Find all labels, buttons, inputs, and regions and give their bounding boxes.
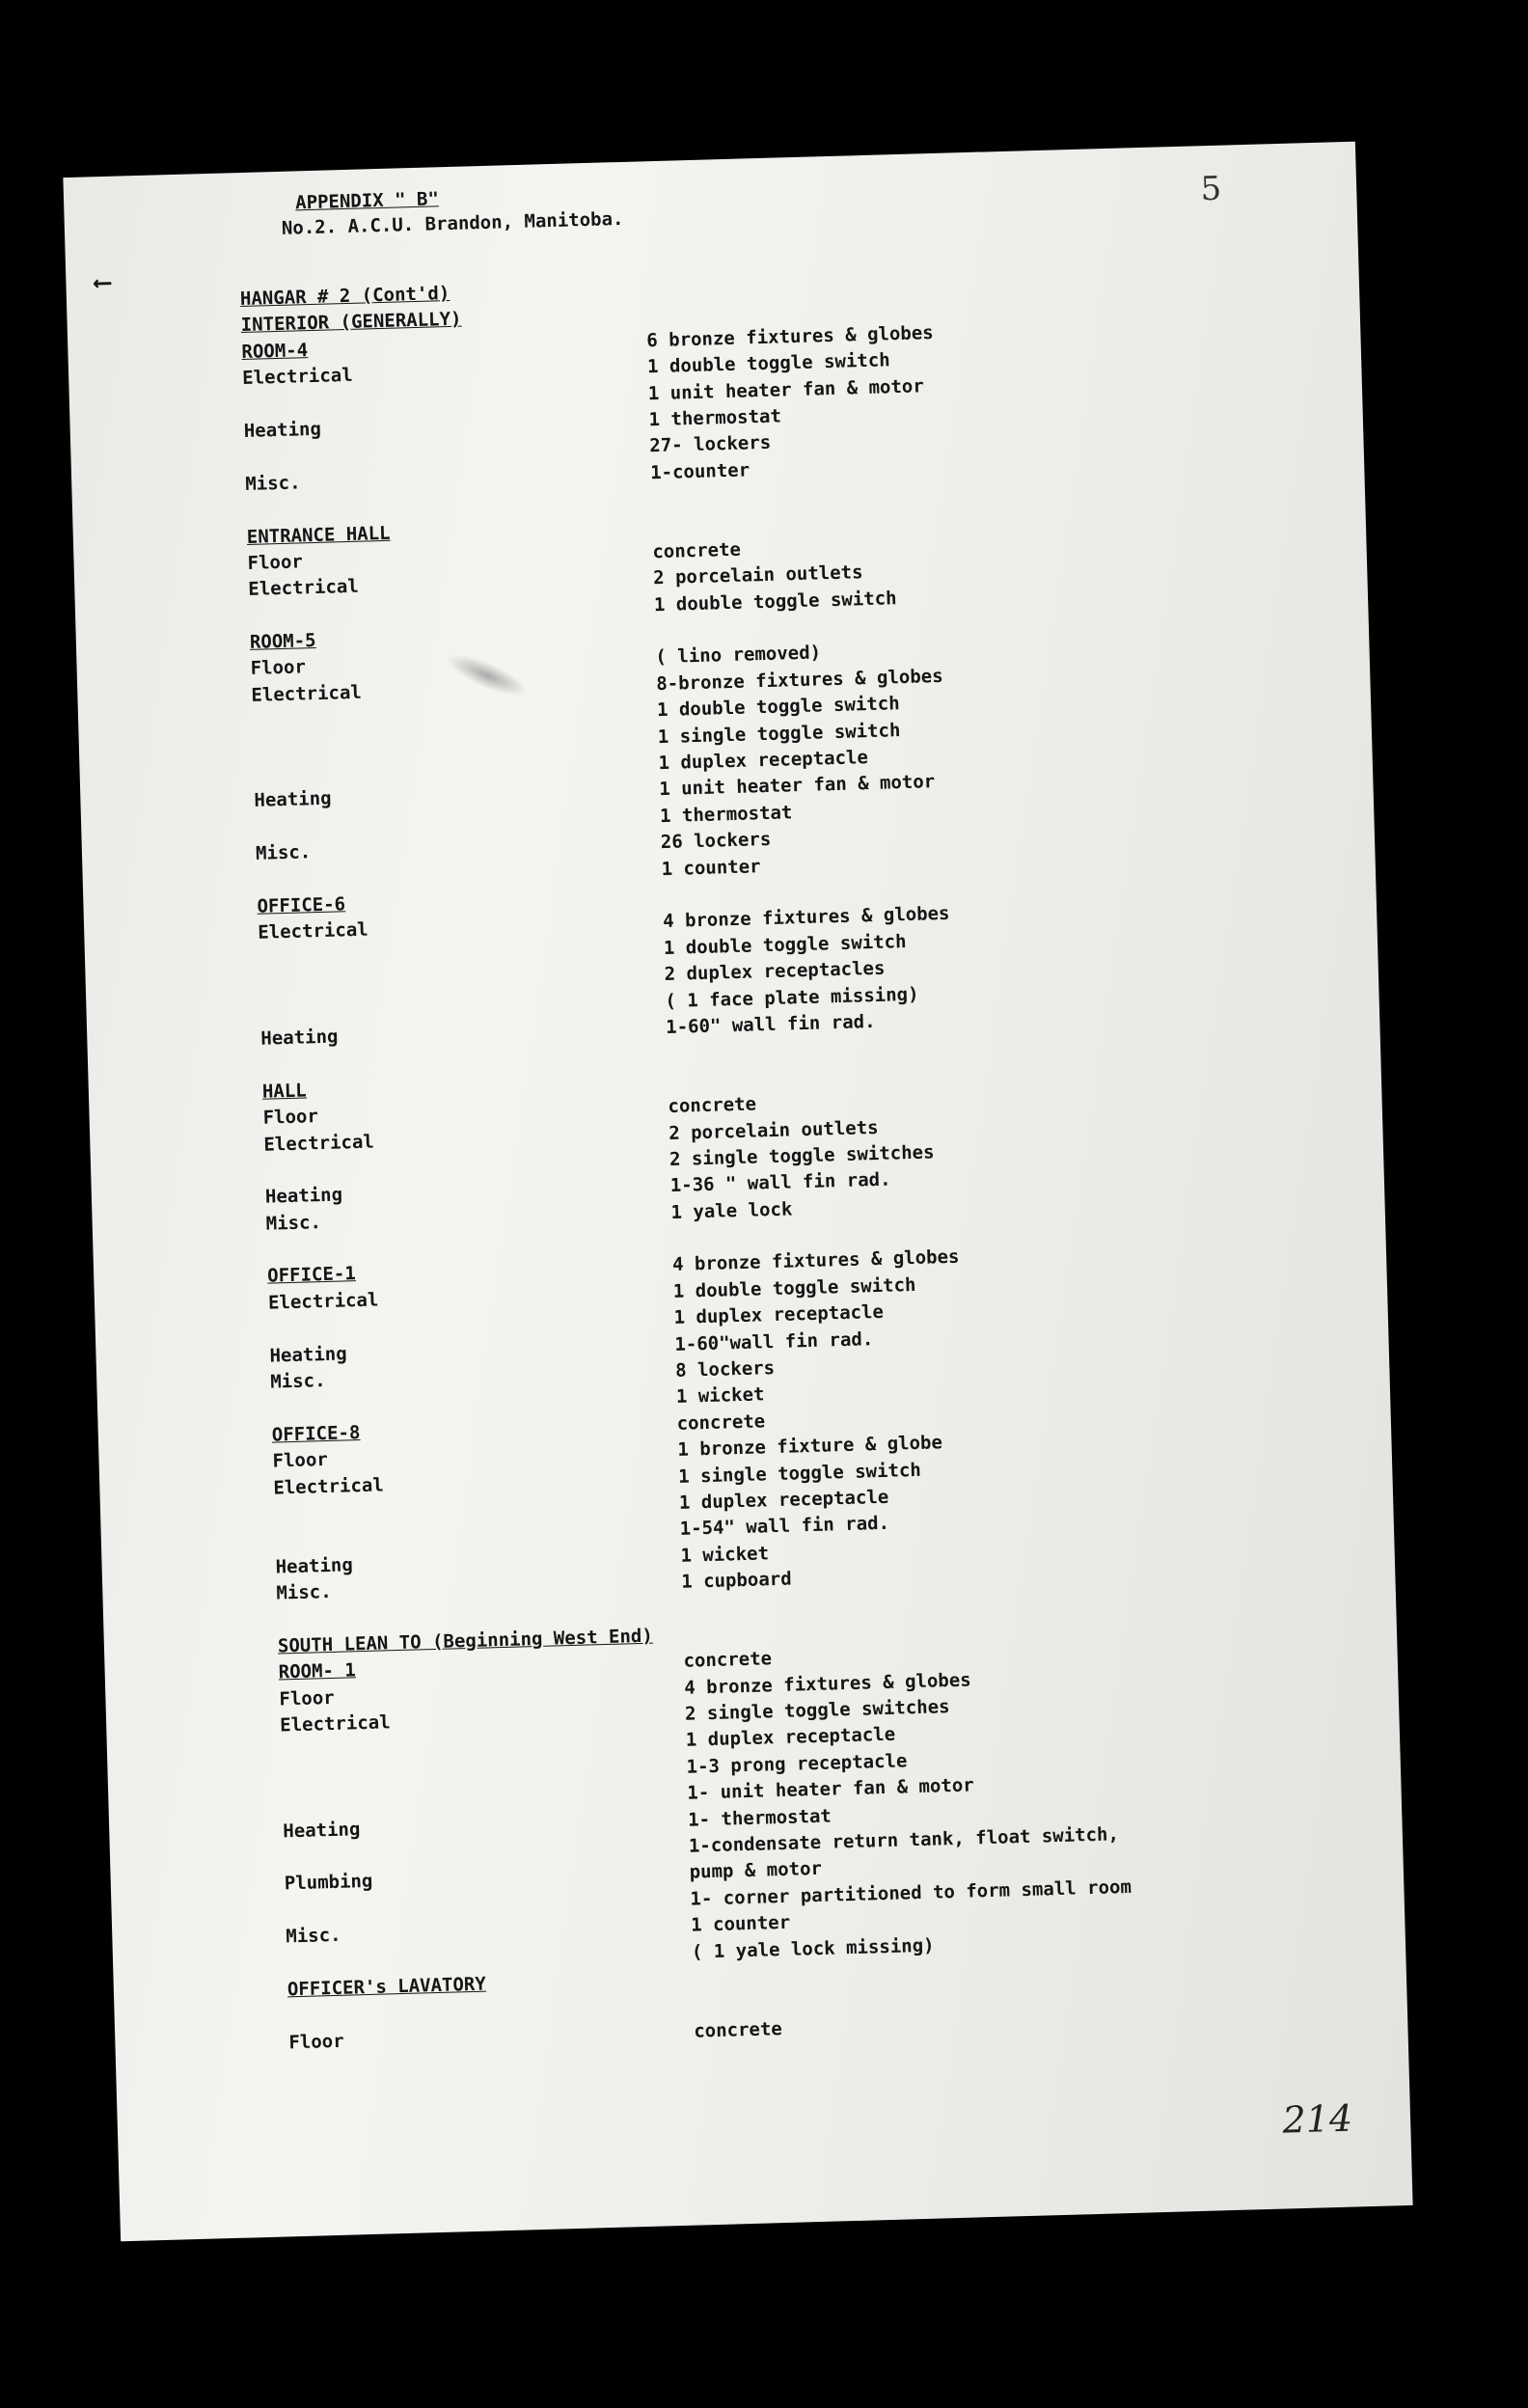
inventory-item: 1 duplex receptacle — [673, 1301, 885, 1329]
section-heading: HALL — [261, 1080, 307, 1103]
category-label: Electrical — [267, 1289, 379, 1314]
category-label: Floor — [247, 551, 304, 574]
section-heading: INTERIOR (GENERALLY) — [240, 309, 462, 337]
category-label: Electrical — [251, 681, 363, 706]
category-label: Misc. — [276, 1581, 332, 1604]
category-label: Heating — [275, 1554, 354, 1578]
inventory-item: 1 unit heater fan & motor — [659, 771, 936, 801]
inventory-item: ( 1 face plate missing) — [665, 983, 919, 1012]
inventory-item: 1 duplex receptacle — [678, 1486, 889, 1514]
section-heading: OFFICE-6 — [257, 893, 346, 917]
appendix-title: APPENDIX " B" — [294, 188, 440, 214]
inventory-item: 1- corner partitioned to form small room — [690, 1875, 1132, 1910]
category-label: Misc. — [255, 841, 312, 865]
category-label: Heating — [283, 1818, 361, 1843]
inventory-item: 26 lockers — [660, 829, 772, 854]
category-label: Floor — [279, 1686, 335, 1710]
inventory-item: 1 double toggle switch — [663, 930, 907, 959]
category-label: Misc. — [245, 472, 301, 495]
inventory-item: 4 bronze fixtures & globes — [662, 903, 950, 933]
inventory-item: 4 bronze fixtures & globes — [684, 1669, 971, 1699]
category-label: Electrical — [241, 364, 353, 390]
section-heading: OFFICE-8 — [271, 1421, 361, 1446]
inventory-item: pump & motor — [689, 1858, 823, 1884]
inventory-item: 1 double toggle switch — [653, 587, 897, 616]
category-column — [240, 275, 695, 2056]
category-label: Electrical — [248, 576, 360, 601]
inventory-item: 1 duplex receptacle — [658, 747, 869, 775]
category-label: Heating — [254, 788, 332, 812]
items-column — [644, 257, 1350, 2044]
inventory-item: 1-60" wall fin rad. — [665, 1010, 876, 1038]
inventory-item: 1 double toggle switch — [646, 349, 890, 378]
category-label: Heating — [243, 418, 322, 442]
category-label: Floor — [272, 1449, 329, 1472]
inventory-item: 1 double toggle switch — [672, 1273, 916, 1302]
inventory-item: 1- unit heater fan & motor — [687, 1774, 975, 1804]
inventory-item: concrete — [668, 1093, 757, 1118]
inventory-item: concrete — [652, 538, 742, 563]
inventory-item: 1 cupboard — [680, 1568, 792, 1593]
inventory-item: 2 porcelain outlets — [652, 561, 863, 589]
inventory-item: concrete — [676, 1410, 766, 1435]
section-heading: ENTRANCE HALL — [246, 522, 391, 548]
section-heading: SOUTH LEAN TO (Beginning West End) — [277, 1625, 654, 1657]
inventory-item: concrete — [693, 2017, 783, 2042]
inventory-item: 1- thermostat — [687, 1805, 832, 1831]
inventory-item: 8 lockers — [674, 1357, 776, 1382]
margin-mark-icon: ⟵ — [95, 267, 111, 298]
category-label: Electrical — [258, 918, 368, 944]
document-page — [63, 142, 1412, 2242]
category-label: Floor — [288, 2030, 344, 2054]
inventory-item: 2 porcelain outlets — [668, 1116, 879, 1144]
inventory-item: 1-60"wall fin rad. — [674, 1327, 874, 1355]
inventory-item: 1 counter — [690, 1912, 791, 1936]
section-heading: OFFICER's LAVATORY — [286, 1973, 487, 2001]
category-label: Electrical — [263, 1131, 375, 1156]
category-label: Electrical — [279, 1711, 391, 1737]
inventory-item: 1 duplex receptacle — [685, 1724, 896, 1752]
section-heading: ROOM- 1 — [278, 1659, 357, 1683]
inventory-item: 1 single toggle switch — [657, 719, 901, 748]
inventory-item: 8-bronze fixtures & globes — [655, 665, 943, 696]
section-heading: HANGAR # 2 (Cont'd) — [239, 282, 450, 311]
inventory-item: 4 bronze fixtures & globes — [671, 1246, 960, 1276]
category-label: Floor — [262, 1106, 319, 1129]
section-heading: OFFICE-1 — [266, 1263, 357, 1288]
inventory-item: 1 thermostat — [659, 802, 793, 827]
inventory-item: 2 duplex receptacles — [664, 957, 886, 986]
category-label: Misc. — [286, 1925, 341, 1948]
category-label: Heating — [260, 1026, 339, 1050]
category-label: Electrical — [273, 1473, 385, 1499]
inventory-item: 1 double toggle switch — [656, 693, 900, 722]
inventory-item: 1 yale lock — [670, 1198, 793, 1223]
inventory-item: 27- lockers — [649, 432, 772, 457]
inventory-item: ( lino removed) — [655, 642, 822, 669]
section-heading: ROOM-5 — [249, 630, 316, 653]
inventory-item: 1 bronze fixture & globe — [677, 1432, 943, 1462]
inventory-item: concrete — [683, 1648, 773, 1673]
category-label: Heating — [269, 1343, 347, 1367]
section-heading: ROOM-4 — [241, 339, 309, 363]
inventory-item: 1 wicket — [680, 1543, 770, 1567]
inventory-item: 1-counter — [649, 459, 750, 483]
inventory-item: 1 wicket — [675, 1383, 765, 1409]
category-label: Misc. — [270, 1370, 326, 1393]
category-label: Heating — [264, 1184, 343, 1208]
category-label: Misc. — [265, 1211, 322, 1235]
inventory-item: 1 counter — [661, 855, 761, 880]
inventory-item: 6 bronze fixtures & globes — [646, 321, 934, 352]
inventory-item: 1-54" wall fin rad. — [679, 1513, 890, 1541]
inventory-item: 1-condensate return tank, float switch, — [688, 1823, 1120, 1857]
inventory-item: ( 1 yale lock missing) — [691, 1934, 935, 1963]
inventory-item: 1-3 prong receptacle — [686, 1750, 908, 1778]
inventory-item: 1 thermostat — [648, 405, 782, 431]
inventory-item: 1 single toggle switch — [677, 1459, 922, 1488]
inventory-item: 1-36 " wall fin rad. — [669, 1168, 891, 1197]
page-number: 5 — [1199, 169, 1222, 209]
category-label: Floor — [250, 656, 307, 680]
inventory-item: 1 unit heater fan & motor — [647, 374, 925, 404]
unit-heading: No.2. A.C.U. Brandon, Manitoba. — [281, 207, 624, 239]
folio-number: 214 — [1281, 2096, 1353, 2142]
inventory-item: 2 single toggle switches — [668, 1141, 935, 1170]
category-label: Plumbing — [284, 1871, 373, 1895]
inventory-item: 2 single toggle switches — [684, 1696, 950, 1725]
